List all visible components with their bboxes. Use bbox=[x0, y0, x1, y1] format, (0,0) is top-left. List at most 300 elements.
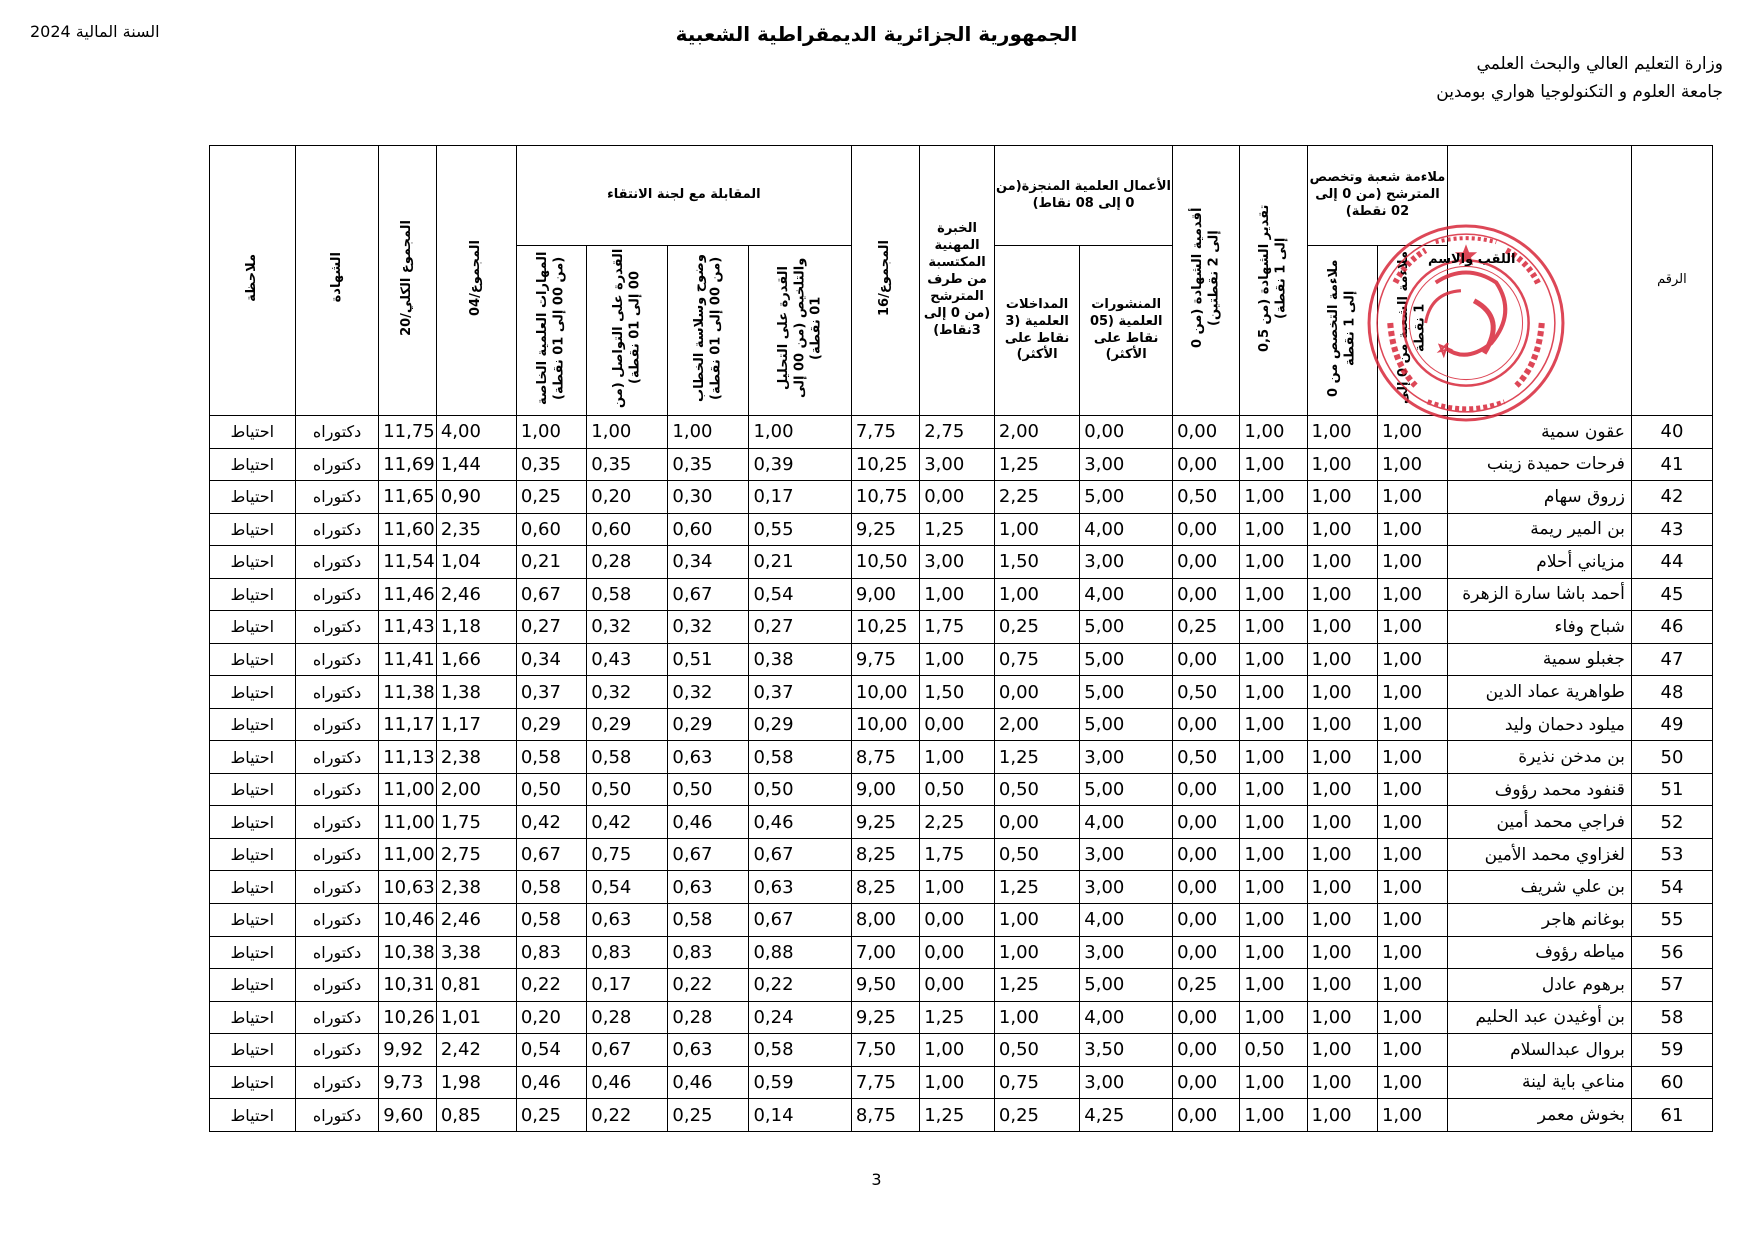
col-grade: تقدير الشهادة (من 0,5 إلى 1 نقطة) bbox=[1240, 146, 1307, 416]
grade-cell: 1,00 bbox=[1240, 481, 1307, 514]
clarity-cell: 0,29 bbox=[668, 708, 749, 741]
communication-cell: 0,17 bbox=[587, 969, 668, 1002]
fit-specialty-cell: 1,00 bbox=[1307, 936, 1377, 969]
total16-cell: 10,00 bbox=[851, 676, 919, 709]
clarity-cell: 0,35 bbox=[668, 448, 749, 481]
table-row bbox=[59, 871, 1713, 904]
clarity-cell: 0,22 bbox=[668, 969, 749, 1002]
fit-branch-cell: 1,00 bbox=[1377, 1001, 1447, 1034]
communication-cell: 0,32 bbox=[587, 676, 668, 709]
table-row bbox=[59, 773, 1713, 806]
analysis-cell: 0,46 bbox=[749, 806, 851, 839]
grand-total-cell: 10,63 bbox=[379, 871, 437, 904]
communications-cell: 0,25 bbox=[994, 1099, 1079, 1132]
rank-cell: 58 bbox=[1631, 1001, 1712, 1034]
grade-cell: 1,00 bbox=[1240, 1099, 1307, 1132]
total16-cell: 7,75 bbox=[851, 416, 919, 449]
total04-cell: 2,35 bbox=[436, 513, 516, 546]
col-publications: المنشورات العلمية (05 نقاط على الأكثر) bbox=[1080, 246, 1173, 416]
certificate-cell: دكتوراه bbox=[296, 1001, 379, 1034]
remark-cell: احتياط bbox=[209, 676, 295, 709]
name-cell: بروال عبدالسلام bbox=[1448, 1034, 1632, 1067]
rank-cell: 48 bbox=[1631, 676, 1712, 709]
total04-cell: 2,46 bbox=[436, 578, 516, 611]
clarity-cell: 0,34 bbox=[668, 546, 749, 579]
analysis-cell: 0,29 bbox=[749, 708, 851, 741]
certificate-cell: دكتوراه bbox=[296, 903, 379, 936]
communications-cell: 2,25 bbox=[994, 481, 1079, 514]
communications-cell: 0,50 bbox=[994, 773, 1079, 806]
special-skills-cell: 0,20 bbox=[516, 1001, 586, 1034]
total16-cell: 10,00 bbox=[851, 708, 919, 741]
experience-cell: 1,00 bbox=[920, 643, 995, 676]
remark-cell: احتياط bbox=[209, 546, 295, 579]
rank-cell: 44 bbox=[1631, 546, 1712, 579]
grade-cell: 1,00 bbox=[1240, 1066, 1307, 1099]
communications-cell: 1,25 bbox=[994, 448, 1079, 481]
publications-cell: 4,00 bbox=[1080, 1001, 1173, 1034]
total04-cell: 1,98 bbox=[436, 1066, 516, 1099]
certificate-cell: دكتوراه bbox=[296, 838, 379, 871]
experience-cell: 0,00 bbox=[920, 969, 995, 1002]
grand-total-cell: 11,00 bbox=[379, 838, 437, 871]
remark-cell: احتياط bbox=[209, 513, 295, 546]
fit-branch-cell: 1,00 bbox=[1377, 578, 1447, 611]
clarity-cell: 0,63 bbox=[668, 1034, 749, 1067]
fit-specialty-cell: 1,00 bbox=[1307, 1034, 1377, 1067]
remark-cell: احتياط bbox=[209, 611, 295, 644]
fit-branch-cell: 1,00 bbox=[1377, 1034, 1447, 1067]
analysis-cell: 0,22 bbox=[749, 969, 851, 1002]
publications-cell: 5,00 bbox=[1080, 611, 1173, 644]
clarity-cell: 0,63 bbox=[668, 741, 749, 774]
name-cell: مناعي باية لينة bbox=[1448, 1066, 1632, 1099]
total04-cell: 0,81 bbox=[436, 969, 516, 1002]
grand-total-cell: 11,69 bbox=[379, 448, 437, 481]
grade-cell: 1,00 bbox=[1240, 871, 1307, 904]
special-skills-cell: 0,46 bbox=[516, 1066, 586, 1099]
fit-specialty-cell: 1,00 bbox=[1307, 1066, 1377, 1099]
remark-cell: احتياط bbox=[209, 936, 295, 969]
fit-specialty-cell: 1,00 bbox=[1307, 611, 1377, 644]
remark-cell: احتياط bbox=[209, 969, 295, 1002]
table-row bbox=[59, 1066, 1713, 1099]
analysis-cell: 0,27 bbox=[749, 611, 851, 644]
col-communication: القدرة على التواصل (من 00 إلى 01 نقطة) bbox=[587, 246, 668, 416]
grade-cell: 1,00 bbox=[1240, 546, 1307, 579]
name-cell: بن المير ريمة bbox=[1448, 513, 1632, 546]
name-cell: بخوش معمر bbox=[1448, 1099, 1632, 1132]
remark-cell: احتياط bbox=[209, 416, 295, 449]
name-cell: شباح وفاء bbox=[1448, 611, 1632, 644]
clarity-cell: 0,32 bbox=[668, 611, 749, 644]
experience-cell: 0,00 bbox=[920, 936, 995, 969]
grand-total-cell: 11,60 bbox=[379, 513, 437, 546]
remark-cell: احتياط bbox=[209, 773, 295, 806]
table-row bbox=[59, 741, 1713, 774]
analysis-cell: 0,14 bbox=[749, 1099, 851, 1132]
special-skills-cell: 0,67 bbox=[516, 838, 586, 871]
communications-cell: 0,50 bbox=[994, 1034, 1079, 1067]
rank-cell: 42 bbox=[1631, 481, 1712, 514]
experience-cell: 1,25 bbox=[920, 513, 995, 546]
fit-branch-cell: 1,00 bbox=[1377, 741, 1447, 774]
col-analysis: القدرة على التحليل والتلخيص (من 00 إلى 01 نقطة) bbox=[749, 246, 851, 416]
fit-specialty-cell: 1,00 bbox=[1307, 1099, 1377, 1132]
communications-cell: 0,25 bbox=[994, 611, 1079, 644]
communication-cell: 0,54 bbox=[587, 871, 668, 904]
analysis-cell: 0,37 bbox=[749, 676, 851, 709]
fit-specialty-cell: 1,00 bbox=[1307, 708, 1377, 741]
certificate-cell: دكتوراه bbox=[296, 773, 379, 806]
total04-cell: 1,75 bbox=[436, 806, 516, 839]
communication-cell: 0,43 bbox=[587, 643, 668, 676]
page-number: 3 bbox=[871, 1170, 882, 1189]
special-skills-cell: 0,50 bbox=[516, 773, 586, 806]
name-cell: لغزاوي محمد الأمين bbox=[1448, 838, 1632, 871]
fit-branch-cell: 1,00 bbox=[1377, 676, 1447, 709]
seniority-cell: 0,00 bbox=[1173, 578, 1240, 611]
grand-total-cell: 11,46 bbox=[379, 578, 437, 611]
seniority-cell: 0,00 bbox=[1173, 838, 1240, 871]
fit-specialty-cell: 1,00 bbox=[1307, 676, 1377, 709]
remark-cell: احتياط bbox=[209, 1034, 295, 1067]
table-row bbox=[59, 969, 1713, 1002]
rank-cell: 52 bbox=[1631, 806, 1712, 839]
grade-cell: 1,00 bbox=[1240, 643, 1307, 676]
fit-branch-cell: 1,00 bbox=[1377, 416, 1447, 449]
certificate-cell: دكتوراه bbox=[296, 1099, 379, 1132]
publications-cell: 5,00 bbox=[1080, 969, 1173, 1002]
remark-cell: احتياط bbox=[209, 1099, 295, 1132]
rank-cell: 50 bbox=[1631, 741, 1712, 774]
fit-specialty-cell: 1,00 bbox=[1307, 546, 1377, 579]
communication-cell: 0,67 bbox=[587, 1034, 668, 1067]
col-group-works: الأعمال العلمية المنجزة(من 0 إلى 08 نقاط) bbox=[994, 146, 1172, 246]
experience-cell: 1,50 bbox=[920, 676, 995, 709]
table-row bbox=[59, 643, 1713, 676]
special-skills-cell: 0,37 bbox=[516, 676, 586, 709]
fit-branch-cell: 1,00 bbox=[1377, 513, 1447, 546]
table-row bbox=[59, 936, 1713, 969]
publications-cell: 3,00 bbox=[1080, 546, 1173, 579]
total16-cell: 9,00 bbox=[851, 773, 919, 806]
name-cell: بوغانم هاجر bbox=[1448, 903, 1632, 936]
remark-cell: احتياط bbox=[209, 1001, 295, 1034]
fit-specialty-cell: 1,00 bbox=[1307, 741, 1377, 774]
analysis-cell: 0,17 bbox=[749, 481, 851, 514]
name-cell: بن مدخن نذيرة bbox=[1448, 741, 1632, 774]
total04-cell: 2,75 bbox=[436, 838, 516, 871]
special-skills-cell: 0,60 bbox=[516, 513, 586, 546]
experience-cell: 1,00 bbox=[920, 1034, 995, 1067]
table-row bbox=[59, 578, 1713, 611]
fit-branch-cell: 1,00 bbox=[1377, 969, 1447, 1002]
name-cell: قنفود محمد رؤوف bbox=[1448, 773, 1632, 806]
analysis-cell: 0,59 bbox=[749, 1066, 851, 1099]
certificate-cell: دكتوراه bbox=[296, 513, 379, 546]
fit-specialty-cell: 1,00 bbox=[1307, 481, 1377, 514]
name-cell: جغبلو سمية bbox=[1448, 643, 1632, 676]
certificate-cell: دكتوراه bbox=[296, 708, 379, 741]
name-column-header: اللقب والاسم bbox=[1428, 252, 1516, 267]
remark-cell: احتياط bbox=[209, 481, 295, 514]
publications-cell: 0,00 bbox=[1080, 416, 1173, 449]
grand-total-cell: 9,60 bbox=[379, 1099, 437, 1132]
publications-cell: 4,25 bbox=[1080, 1099, 1173, 1132]
table-row bbox=[59, 448, 1713, 481]
col-communications: المداخلات العلمية (3 نقاط على الأكثر) bbox=[994, 246, 1079, 416]
col-fit-specialty: ملاءمة التخصص من 0 إلى 1 نقطة bbox=[1307, 246, 1377, 416]
clarity-cell: 0,67 bbox=[668, 578, 749, 611]
fit-specialty-cell: 1,00 bbox=[1307, 838, 1377, 871]
grade-cell: 1,00 bbox=[1240, 448, 1307, 481]
rank-cell: 60 bbox=[1631, 1066, 1712, 1099]
experience-cell: 0,00 bbox=[920, 903, 995, 936]
total16-cell: 9,25 bbox=[851, 806, 919, 839]
grand-total-cell: 11,13 bbox=[379, 741, 437, 774]
rank-cell: 59 bbox=[1631, 1034, 1712, 1067]
special-skills-cell: 0,54 bbox=[516, 1034, 586, 1067]
table-row bbox=[59, 481, 1713, 514]
clarity-cell: 0,51 bbox=[668, 643, 749, 676]
seniority-cell: 0,00 bbox=[1173, 708, 1240, 741]
total16-cell: 8,25 bbox=[851, 838, 919, 871]
clarity-cell: 1,00 bbox=[668, 416, 749, 449]
certificate-cell: دكتوراه bbox=[296, 871, 379, 904]
analysis-cell: 0,88 bbox=[749, 936, 851, 969]
table-row bbox=[59, 611, 1713, 644]
seniority-cell: 0,00 bbox=[1173, 871, 1240, 904]
grade-cell: 1,00 bbox=[1240, 773, 1307, 806]
name-cell: أحمد باشا سارة الزهرة bbox=[1448, 578, 1632, 611]
communication-cell: 0,63 bbox=[587, 903, 668, 936]
rank-cell: 47 bbox=[1631, 643, 1712, 676]
communications-cell: 0,75 bbox=[994, 1066, 1079, 1099]
communications-cell: 1,25 bbox=[994, 969, 1079, 1002]
clarity-cell: 0,28 bbox=[668, 1001, 749, 1034]
total16-cell: 7,50 bbox=[851, 1034, 919, 1067]
remark-cell: احتياط bbox=[209, 578, 295, 611]
clarity-cell: 0,60 bbox=[668, 513, 749, 546]
grand-total-cell: 11,43 bbox=[379, 611, 437, 644]
communications-cell: 1,00 bbox=[994, 903, 1079, 936]
name-cell: فراجي محمد أمين bbox=[1448, 806, 1632, 839]
special-skills-cell: 0,22 bbox=[516, 969, 586, 1002]
publications-cell: 3,50 bbox=[1080, 1034, 1173, 1067]
special-skills-cell: 0,27 bbox=[516, 611, 586, 644]
seniority-cell: 0,50 bbox=[1173, 741, 1240, 774]
fit-branch-cell: 1,00 bbox=[1377, 936, 1447, 969]
analysis-cell: 0,21 bbox=[749, 546, 851, 579]
rank-cell: 56 bbox=[1631, 936, 1712, 969]
total16-cell: 7,00 bbox=[851, 936, 919, 969]
grand-total-cell: 11,41 bbox=[379, 643, 437, 676]
total04-cell: 1,44 bbox=[436, 448, 516, 481]
analysis-cell: 0,67 bbox=[749, 838, 851, 871]
special-skills-cell: 0,29 bbox=[516, 708, 586, 741]
publications-cell: 4,00 bbox=[1080, 578, 1173, 611]
grand-total-cell: 11,38 bbox=[379, 676, 437, 709]
clarity-cell: 0,25 bbox=[668, 1099, 749, 1132]
fit-specialty-cell: 1,00 bbox=[1307, 871, 1377, 904]
grade-cell: 1,00 bbox=[1240, 513, 1307, 546]
table-body bbox=[59, 416, 1713, 1132]
fit-branch-cell: 1,00 bbox=[1377, 838, 1447, 871]
total04-cell: 0,85 bbox=[436, 1099, 516, 1132]
rank-cell: 45 bbox=[1631, 578, 1712, 611]
grade-cell: 1,00 bbox=[1240, 708, 1307, 741]
experience-cell: 3,00 bbox=[920, 448, 995, 481]
analysis-cell: 1,00 bbox=[749, 416, 851, 449]
table-row bbox=[59, 513, 1713, 546]
total04-cell: 1,66 bbox=[436, 643, 516, 676]
fit-branch-cell: 1,00 bbox=[1377, 871, 1447, 904]
analysis-cell: 0,50 bbox=[749, 773, 851, 806]
seniority-cell: 0,00 bbox=[1173, 773, 1240, 806]
fit-specialty-cell: 1,00 bbox=[1307, 513, 1377, 546]
fit-branch-cell: 1,00 bbox=[1377, 806, 1447, 839]
total16-cell: 8,75 bbox=[851, 1099, 919, 1132]
col-clarity: وضوح وسلاسة الخطاب (من 00 إلى 01 نقطة) bbox=[668, 246, 749, 416]
communication-cell: 0,50 bbox=[587, 773, 668, 806]
col-group-fit: ملاءمة شعبة وتخصص المترشح (من 0 إلى 02 نقطة) bbox=[1307, 146, 1448, 246]
clarity-cell: 0,50 bbox=[668, 773, 749, 806]
special-skills-cell: 0,58 bbox=[516, 741, 586, 774]
experience-cell: 1,00 bbox=[920, 1066, 995, 1099]
analysis-cell: 0,67 bbox=[749, 903, 851, 936]
seniority-cell: 0,00 bbox=[1173, 448, 1240, 481]
fit-branch-cell: 1,00 bbox=[1377, 643, 1447, 676]
experience-cell: 0,00 bbox=[920, 708, 995, 741]
publications-cell: 5,00 bbox=[1080, 708, 1173, 741]
analysis-cell: 0,24 bbox=[749, 1001, 851, 1034]
grade-cell: 1,00 bbox=[1240, 806, 1307, 839]
publications-cell: 4,00 bbox=[1080, 903, 1173, 936]
certificate-cell: دكتوراه bbox=[296, 416, 379, 449]
remark-cell: احتياط bbox=[209, 1066, 295, 1099]
table-row bbox=[59, 676, 1713, 709]
total04-cell: 2,38 bbox=[436, 741, 516, 774]
communications-cell: 1,25 bbox=[994, 871, 1079, 904]
total16-cell: 9,50 bbox=[851, 969, 919, 1002]
fit-branch-cell: 1,00 bbox=[1377, 546, 1447, 579]
experience-cell: 1,25 bbox=[920, 1001, 995, 1034]
total16-cell: 9,25 bbox=[851, 513, 919, 546]
communications-cell: 0,00 bbox=[994, 676, 1079, 709]
total04-cell: 1,18 bbox=[436, 611, 516, 644]
table-row bbox=[59, 903, 1713, 936]
col-fit-branch: ملاءمة الشعبة من 0 إلى 1 نقطة bbox=[1377, 246, 1447, 416]
communication-cell: 0,29 bbox=[587, 708, 668, 741]
rank-cell: 55 bbox=[1631, 903, 1712, 936]
fit-specialty-cell: 1,00 bbox=[1307, 448, 1377, 481]
grade-cell: 1,00 bbox=[1240, 969, 1307, 1002]
total04-cell: 1,17 bbox=[436, 708, 516, 741]
total04-cell: 2,42 bbox=[436, 1034, 516, 1067]
seniority-cell: 0,00 bbox=[1173, 903, 1240, 936]
total16-cell: 8,75 bbox=[851, 741, 919, 774]
publications-cell: 5,00 bbox=[1080, 643, 1173, 676]
name-cell: زروق سهام bbox=[1448, 481, 1632, 514]
certificate-cell: دكتوراه bbox=[296, 1066, 379, 1099]
total04-cell: 2,46 bbox=[436, 903, 516, 936]
communication-cell: 0,83 bbox=[587, 936, 668, 969]
col-grand-total: المجموع الكلي/20 bbox=[379, 146, 437, 416]
publications-cell: 5,00 bbox=[1080, 773, 1173, 806]
publications-cell: 3,00 bbox=[1080, 448, 1173, 481]
rank-cell: 54 bbox=[1631, 871, 1712, 904]
remark-cell: احتياط bbox=[209, 708, 295, 741]
analysis-cell: 0,54 bbox=[749, 578, 851, 611]
remark-cell: احتياط bbox=[209, 643, 295, 676]
total04-cell: 1,01 bbox=[436, 1001, 516, 1034]
publications-cell: 5,00 bbox=[1080, 676, 1173, 709]
rank-cell: 51 bbox=[1631, 773, 1712, 806]
total16-cell: 10,25 bbox=[851, 611, 919, 644]
grade-cell: 1,00 bbox=[1240, 903, 1307, 936]
remark-cell: احتياط bbox=[209, 806, 295, 839]
rank-cell: 49 bbox=[1631, 708, 1712, 741]
analysis-cell: 0,58 bbox=[749, 741, 851, 774]
grand-total-cell: 10,31 bbox=[379, 969, 437, 1002]
communications-cell: 2,00 bbox=[994, 708, 1079, 741]
remark-cell: احتياط bbox=[209, 741, 295, 774]
experience-cell: 1,00 bbox=[920, 871, 995, 904]
seniority-cell: 0,25 bbox=[1173, 969, 1240, 1002]
communications-cell: 0,00 bbox=[994, 806, 1079, 839]
communications-cell: 1,25 bbox=[994, 741, 1079, 774]
total04-cell: 4,00 bbox=[436, 416, 516, 449]
col-special-skills: المهارات العلمية الخاصة (من 00 إلى 01 نقطة) bbox=[516, 246, 586, 416]
fit-specialty-cell: 1,00 bbox=[1307, 1001, 1377, 1034]
clarity-cell: 0,67 bbox=[668, 838, 749, 871]
grade-cell: 1,00 bbox=[1240, 676, 1307, 709]
name-cell: مياطه رؤوف bbox=[1448, 936, 1632, 969]
fit-branch-cell: 1,00 bbox=[1377, 708, 1447, 741]
remark-cell: احتياط bbox=[209, 871, 295, 904]
grade-cell: 1,00 bbox=[1240, 936, 1307, 969]
experience-cell: 1,00 bbox=[920, 578, 995, 611]
rank-cell: 43 bbox=[1631, 513, 1712, 546]
communications-cell: 1,50 bbox=[994, 546, 1079, 579]
remark-cell: احتياط bbox=[209, 903, 295, 936]
certificate-cell: دكتوراه bbox=[296, 676, 379, 709]
fit-branch-cell: 1,00 bbox=[1377, 481, 1447, 514]
certificate-cell: دكتوراه bbox=[296, 1034, 379, 1067]
clarity-cell: 0,46 bbox=[668, 806, 749, 839]
total04-cell: 1,38 bbox=[436, 676, 516, 709]
experience-cell: 3,00 bbox=[920, 546, 995, 579]
name-cell: بن أوغيدن عبد الحليم bbox=[1448, 1001, 1632, 1034]
remark-cell: احتياط bbox=[209, 448, 295, 481]
special-skills-cell: 0,34 bbox=[516, 643, 586, 676]
experience-cell: 1,00 bbox=[920, 741, 995, 774]
communication-cell: 0,58 bbox=[587, 578, 668, 611]
analysis-cell: 0,55 bbox=[749, 513, 851, 546]
grade-cell: 0,50 bbox=[1240, 1034, 1307, 1067]
seniority-cell: 0,00 bbox=[1173, 513, 1240, 546]
communication-cell: 0,35 bbox=[587, 448, 668, 481]
table-row bbox=[59, 546, 1713, 579]
col-rank: الرقم bbox=[1631, 146, 1712, 416]
certificate-cell: دكتوراه bbox=[296, 578, 379, 611]
publications-cell: 3,00 bbox=[1080, 871, 1173, 904]
total16-cell: 7,75 bbox=[851, 1066, 919, 1099]
certificate-cell: دكتوراه bbox=[296, 969, 379, 1002]
table-row bbox=[59, 1034, 1713, 1067]
table-row bbox=[59, 1001, 1713, 1034]
